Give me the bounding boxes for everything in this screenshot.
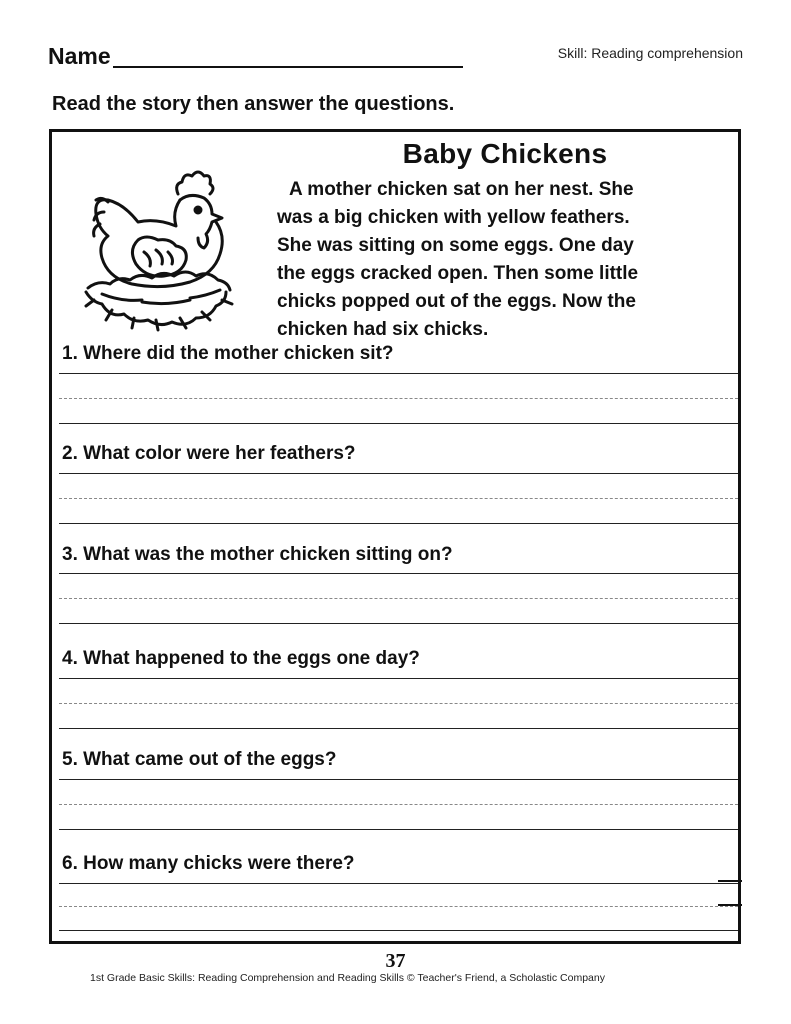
name-row	[48, 42, 463, 68]
page-number: 37	[385, 950, 406, 972]
question-1: 1. Where did the mother chicken sit?	[62, 343, 394, 364]
question-2: 2. What color were her feathers?	[62, 443, 356, 464]
story-title: Baby Chickens	[402, 138, 608, 169]
answer-line-2-top[interactable]	[59, 473, 738, 474]
answer-line-4-base[interactable]	[59, 728, 738, 729]
edge-mark	[718, 904, 742, 906]
answer-line-3-top[interactable]	[59, 573, 738, 574]
name-label: Name	[48, 43, 111, 69]
question-4: 4. What happened to the eggs one day?	[62, 648, 420, 669]
answer-line-2-base[interactable]	[59, 523, 738, 524]
edge-mark	[718, 880, 742, 882]
question-6: 6. How many chicks were there?	[62, 853, 355, 874]
answer-line-2-mid	[59, 498, 738, 499]
story-line: chicken had six chicks.	[277, 319, 489, 340]
instructions: Read the story then answer the questions.	[52, 93, 455, 115]
answer-line-5-top[interactable]	[59, 779, 738, 780]
question-3: 3. What was the mother chicken sitting on?	[62, 544, 453, 565]
question-5: 5. What came out of the eggs?	[62, 749, 337, 770]
story-line: She was sitting on some eggs. One day	[277, 235, 634, 256]
answer-line-1-base[interactable]	[59, 423, 738, 424]
answer-line-3-mid	[59, 598, 738, 599]
skill-label: Skill: Reading comprehension	[557, 45, 743, 61]
answer-line-1-mid	[59, 398, 738, 399]
answer-line-1-top[interactable]	[59, 373, 738, 374]
story-line: A mother chicken sat on her nest. She	[289, 179, 634, 200]
story-line: was a big chicken with yellow feathers.	[277, 207, 630, 228]
story-line: the eggs cracked open. Then some little	[277, 263, 639, 284]
worksheet-box	[49, 129, 741, 944]
answer-line-6-base[interactable]	[59, 930, 738, 931]
hen-on-nest-icon	[82, 160, 242, 332]
answer-line-4-top[interactable]	[59, 678, 738, 679]
answer-line-3-base[interactable]	[59, 623, 738, 624]
answer-line-5-mid	[59, 804, 738, 805]
name-field[interactable]	[113, 42, 463, 68]
story-text	[277, 176, 732, 344]
answer-line-4-mid	[59, 703, 738, 704]
story-line: chicks popped out of the eggs. Now the	[277, 291, 636, 312]
answer-line-6-top[interactable]	[59, 883, 738, 884]
answer-line-5-base[interactable]	[59, 829, 738, 830]
footer-credit: 1st Grade Basic Skills: Reading Comprehension and Reading Skills © Teacher's Friend, a Scholastic Company	[90, 972, 605, 984]
answer-line-6-mid	[59, 906, 738, 907]
